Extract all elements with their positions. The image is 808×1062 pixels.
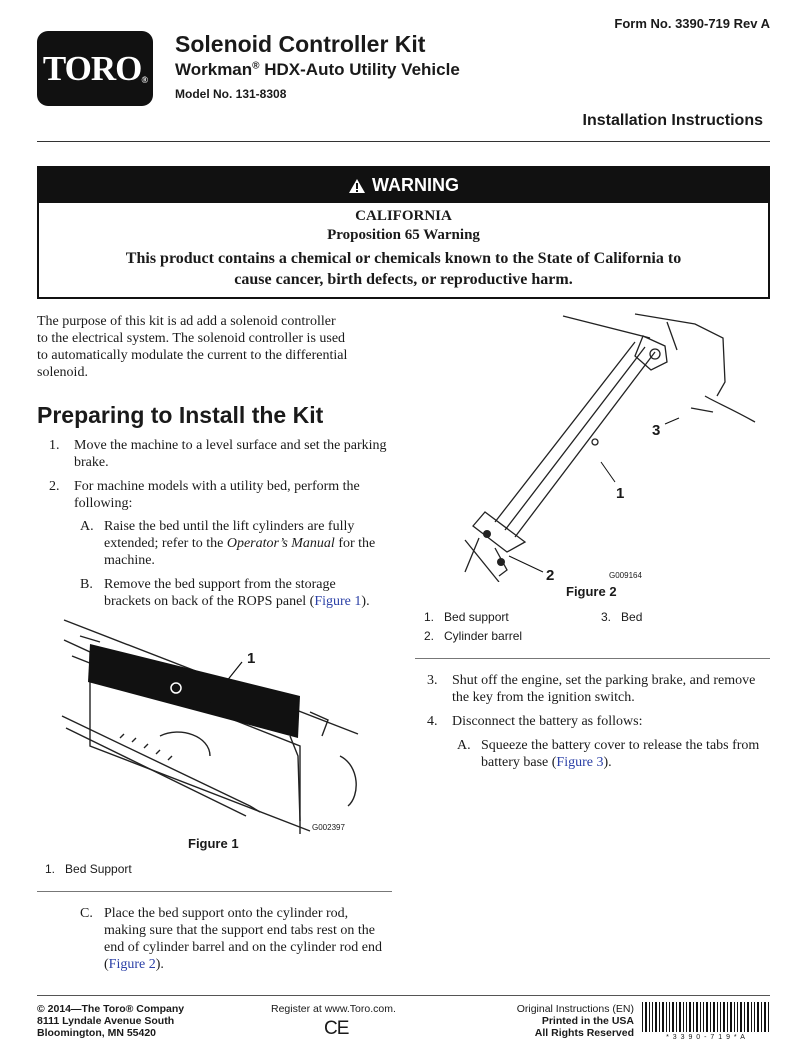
figure-1-link[interactable]: Figure 1 <box>314 594 362 609</box>
substep-c <box>104 905 382 973</box>
page-subtitle <box>175 60 460 80</box>
substep-letter: A. <box>457 738 471 753</box>
warning-line-2: Proposition 65 Warning <box>327 227 480 243</box>
figure-1-legend <box>45 862 132 876</box>
step-text: battery base ( <box>481 755 557 770</box>
logo-reg: ® <box>141 75 148 85</box>
step-line: Place the bed support onto the cylinder rod, <box>104 906 349 921</box>
legend-number: 3. <box>601 610 612 624</box>
legend-number: 2. <box>424 629 435 643</box>
step-text: ). <box>361 594 370 609</box>
subtitle-reg: ® <box>252 60 260 72</box>
figure-1-illustration <box>60 616 360 838</box>
barcode-text: * 3 3 9 0 - 7 1 9 * A <box>666 1034 746 1041</box>
section-heading: Preparing to Install the Kit <box>37 402 324 428</box>
step-line: making sure that the support end tabs rest on the <box>104 923 375 938</box>
form-number: Form No. 3390-719 Rev A <box>614 16 770 31</box>
step-line: end of cylinder barrel and on the cylinder rod end <box>104 940 382 955</box>
figure-2-callout-1: 1 <box>616 485 625 502</box>
figure-2-caption: Figure 2 <box>566 584 617 599</box>
substep-4a <box>481 737 759 771</box>
intro-line: to automatically modulate the current to the differential <box>37 348 348 363</box>
step-text: ). <box>603 755 612 770</box>
step-text: extended; refer to the <box>104 536 227 551</box>
printed-in: Printed in the USA <box>541 1015 634 1027</box>
rights: All Rights Reserved <box>534 1027 634 1039</box>
doc-type: Installation Instructions <box>582 112 763 129</box>
legend-text: Cylinder barrel <box>444 629 523 643</box>
subtitle-rest: HDX-Auto Utility Vehicle <box>259 60 460 79</box>
figure-2-callout-3: 3 <box>652 422 661 439</box>
figure-1-rule <box>37 891 392 892</box>
warning-triangle-icon <box>348 178 366 194</box>
step-text: ( <box>104 957 109 972</box>
step-line: For machine models with a utility bed, perform the <box>74 479 360 494</box>
figure-1-caption: Figure 1 <box>188 836 239 851</box>
intro-line: solenoid. <box>37 365 88 380</box>
legend-number: 1. <box>45 862 56 876</box>
substep-letter: B. <box>80 577 93 592</box>
step-line: brake. <box>74 455 109 470</box>
step-line: Squeeze the battery cover to release the tabs from <box>481 738 760 753</box>
step-line: following: <box>74 496 133 511</box>
figure-2-legend-2 <box>424 629 522 643</box>
figure-2-illustration <box>455 312 775 582</box>
barcode <box>642 1002 770 1032</box>
step-number: 4. <box>427 714 438 729</box>
header-rule <box>37 141 770 142</box>
subtitle-brand: Workman <box>175 60 253 79</box>
manual-title: Operator’s Manual <box>226 536 335 551</box>
step-number: 3. <box>427 673 438 688</box>
figure-2-graphic-id: G009164 <box>609 571 642 580</box>
step-line: Remove the bed support from the storage <box>104 577 336 592</box>
step-line: machine. <box>104 553 155 568</box>
substep-letter: A. <box>80 519 94 534</box>
footer-print-info <box>517 1003 634 1039</box>
substep-letter: C. <box>80 906 93 921</box>
original-instructions: Original Instructions (EN) <box>516 1003 634 1015</box>
intro-line: to the electrical system. The solenoid controller is used <box>37 331 346 346</box>
page-title: Solenoid Controller Kit <box>175 31 426 57</box>
figure-2-link[interactable]: Figure 2 <box>108 957 156 972</box>
step-line: Move the machine to a level surface and set the parking <box>74 438 387 453</box>
figure-2-callout-2: 2 <box>546 567 555 584</box>
figure-1-graphic-id: G002397 <box>312 823 345 832</box>
step-line: the key from the ignition switch. <box>452 690 635 705</box>
step-3 <box>452 672 755 706</box>
step-number: 2. <box>49 479 60 494</box>
step-text: for the <box>334 536 376 551</box>
figure-3-link[interactable]: Figure 3 <box>556 755 604 770</box>
footer-rule <box>37 995 770 996</box>
figure-1-callout: 1 <box>247 650 256 667</box>
substep-a <box>104 518 375 569</box>
step-line: Disconnect the battery as follows: <box>452 714 643 729</box>
step-line: Shut off the engine, set the parking brake, and remove <box>452 673 756 688</box>
figure-2-legend-1 <box>424 610 509 624</box>
legend-number: 1. <box>424 610 435 624</box>
step-4 <box>452 713 643 730</box>
copyright: © 2014—The Toro® Company <box>37 1003 185 1015</box>
legend-text: Bed support <box>444 610 509 624</box>
intro-line: The purpose of this kit is ad add a solenoid controller <box>37 314 336 329</box>
step-number: 1. <box>49 438 60 453</box>
intro-paragraph <box>37 313 397 381</box>
step-text: brackets on back of the ROPS panel ( <box>104 594 315 609</box>
warning-header <box>39 168 768 203</box>
warning-label: WARNING <box>372 175 459 195</box>
model-number: Model No. 131-8308 <box>175 87 287 101</box>
figure-2-legend-3 <box>601 610 642 624</box>
step-text: ). <box>155 957 164 972</box>
step-2 <box>74 478 360 512</box>
warning-box <box>37 166 770 299</box>
warning-line-4: cause cancer, birth defects, or reproductive harm. <box>234 271 573 288</box>
toro-logo <box>37 31 153 106</box>
logo-text: TORO <box>42 49 142 88</box>
register-text: Register at www.Toro.com. <box>271 1003 396 1015</box>
footer-company <box>37 1003 184 1039</box>
address-line: 8111 Lyndale Avenue South <box>37 1015 175 1027</box>
ce-mark: CE <box>324 1018 349 1039</box>
step-line: Raise the bed until the lift cylinders are fully <box>104 519 355 534</box>
legend-text: Bed <box>621 610 643 624</box>
figure-2-rule <box>415 658 770 659</box>
substep-b <box>104 576 370 610</box>
address-line: Bloomington, MN 55420 <box>37 1027 157 1039</box>
barcode-icon <box>642 1002 770 1032</box>
step-1 <box>74 437 387 471</box>
warning-line-1: CALIFORNIA <box>355 208 452 224</box>
legend-text: Bed Support <box>65 862 132 876</box>
warning-line-3: This product contains a chemical or chemicals known to the State of California to <box>125 250 682 267</box>
